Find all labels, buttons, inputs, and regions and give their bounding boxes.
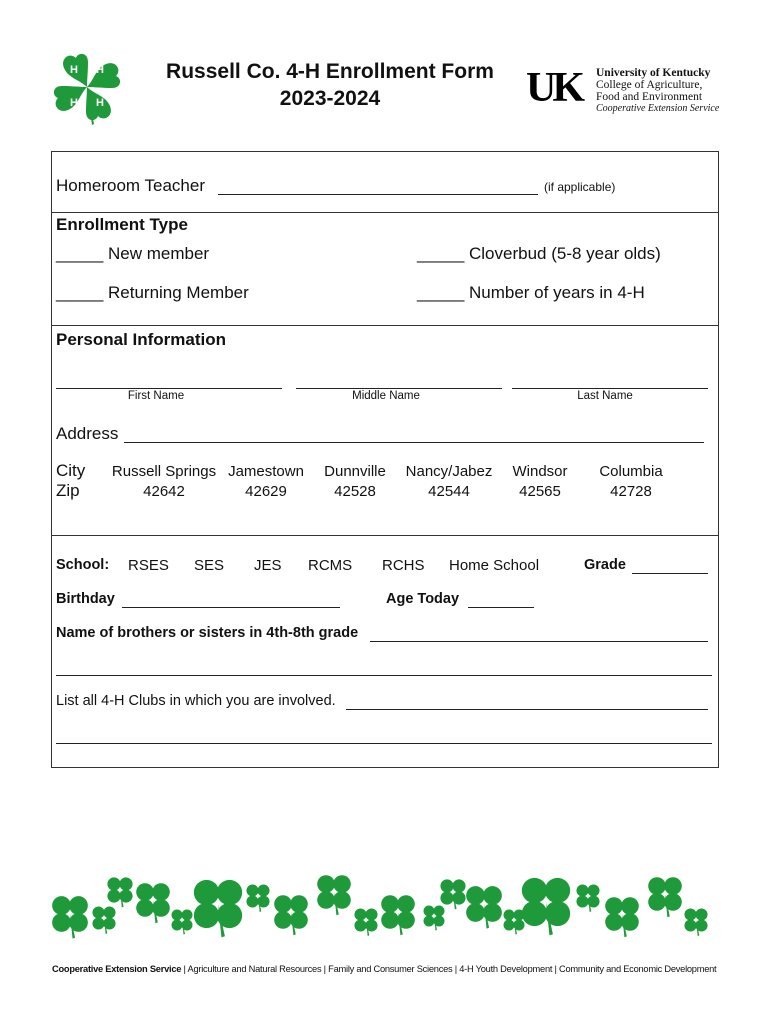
birthday-label: Birthday xyxy=(56,591,115,607)
school-option[interactable]: SES xyxy=(194,557,225,574)
siblings-field[interactable] xyxy=(370,641,708,642)
school-option[interactable]: RCHS xyxy=(382,557,425,574)
four-h-clover-icon xyxy=(648,877,682,917)
city-option[interactable]: Russell Springs 42642 xyxy=(111,463,217,500)
homeroom-teacher-field[interactable] xyxy=(218,194,538,195)
grade-label: Grade xyxy=(584,557,626,573)
clubs-field-continued[interactable] xyxy=(56,743,712,744)
clubs-field[interactable] xyxy=(346,709,708,710)
section-divider xyxy=(52,535,718,536)
personal-information-heading: Personal Information xyxy=(56,330,227,349)
city-label: City xyxy=(56,461,86,480)
uk-cafe-logo xyxy=(526,64,726,116)
school-option[interactable]: JES xyxy=(254,557,282,574)
four-h-clover-icon xyxy=(136,883,170,923)
section-divider xyxy=(52,325,718,326)
footer-service: Cooperative Extension Service xyxy=(52,964,182,974)
school-option[interactable]: Home School xyxy=(449,557,540,574)
section-divider xyxy=(52,212,718,213)
new-member-option[interactable]: _____ New member xyxy=(56,244,210,263)
school-option[interactable]: RCMS xyxy=(308,557,353,574)
four-h-clover-icon xyxy=(194,880,242,938)
four-h-clover-icon xyxy=(576,884,599,912)
city-option[interactable]: Jamestown 42629 xyxy=(228,463,304,500)
city-option[interactable]: Dunnville 42528 xyxy=(324,463,386,500)
homeroom-note: (if applicable) xyxy=(544,180,616,194)
four-h-clover-icon xyxy=(354,908,377,936)
title-line-2: 2023-2024 xyxy=(279,87,381,110)
four-h-clover-icon xyxy=(381,895,415,935)
four-h-clover-icon xyxy=(107,877,132,907)
clover-decoration-strip xyxy=(48,872,724,942)
svg-text:H: H xyxy=(70,64,78,76)
page-title xyxy=(150,58,510,112)
four-h-clover-icon xyxy=(50,50,124,128)
address-label: Address xyxy=(56,424,119,443)
enrollment-type-heading: Enrollment Type xyxy=(56,215,188,234)
four-h-clover-icon xyxy=(52,896,88,939)
clubs-label: List all 4-H Clubs in which you are involved. xyxy=(56,693,336,709)
svg-text:H: H xyxy=(96,97,104,109)
last-name-field[interactable] xyxy=(512,388,708,389)
footer-program-areas xyxy=(52,964,732,974)
age-today-field[interactable] xyxy=(468,607,534,608)
svg-text:H: H xyxy=(70,97,78,109)
four-h-clover-icon xyxy=(172,910,193,935)
four-h-clover-icon xyxy=(684,908,707,936)
city-option[interactable]: Columbia 42728 xyxy=(599,463,663,500)
uk-logo-mark: UK xyxy=(526,65,581,111)
grade-field[interactable] xyxy=(632,573,708,574)
school-label: School: xyxy=(56,557,110,573)
last-name-label: Last Name xyxy=(577,390,633,402)
footer-programs: | Agriculture and Natural Resources | Family and Consumer Sciences | 4-H Youth Development | Community and Economic Development xyxy=(181,964,717,974)
svg-text:H: H xyxy=(96,64,104,76)
four-h-clover-icon xyxy=(274,895,308,935)
siblings-label: Name of brothers or sisters in 4th-8th grade xyxy=(56,625,359,641)
four-h-clover-icon xyxy=(317,875,351,915)
school-option[interactable]: RSES xyxy=(128,557,169,574)
address-field[interactable] xyxy=(124,442,704,443)
four-h-clover-icon xyxy=(246,884,269,912)
uk-logo-line-3: Food and Environment xyxy=(596,91,703,103)
four-h-clover-icon xyxy=(440,879,465,909)
enrollment-form xyxy=(51,151,719,768)
four-h-clover-icon xyxy=(424,906,445,931)
birthday-field[interactable] xyxy=(122,607,340,608)
city-option[interactable]: Windsor 42565 xyxy=(512,463,568,500)
age-today-label: Age Today xyxy=(386,591,460,607)
four-h-clover-icon xyxy=(504,910,525,935)
uk-logo-line-2: College of Agriculture, xyxy=(596,79,703,91)
city-option[interactable]: Nancy/Jabez 42544 xyxy=(405,463,493,500)
cloverbud-option[interactable]: _____ Cloverbud (5-8 year olds) xyxy=(417,244,661,263)
years-in-4h-option[interactable]: _____ Number of years in 4-H xyxy=(417,283,645,302)
title-line-1: Russell Co. 4-H Enrollment Form xyxy=(166,60,494,83)
first-name-label: First Name xyxy=(127,390,185,402)
uk-logo-line-1: University of Kentucky xyxy=(596,67,711,79)
uk-logo-line-4: Cooperative Extension Service xyxy=(596,103,720,114)
siblings-field-continued[interactable] xyxy=(56,675,712,676)
middle-name-field[interactable] xyxy=(296,388,502,389)
first-name-field[interactable] xyxy=(56,388,282,389)
four-h-clover-icon xyxy=(466,886,502,929)
four-h-clover-icon xyxy=(522,878,570,936)
four-h-clover-icon xyxy=(92,906,115,934)
middle-name-label: Middle Name xyxy=(352,390,420,402)
returning-member-option[interactable]: _____ Returning Member xyxy=(56,283,249,302)
homeroom-teacher-label: Homeroom Teacher xyxy=(56,176,205,195)
four-h-clover-icon xyxy=(605,897,639,937)
zip-label: Zip xyxy=(56,481,80,500)
